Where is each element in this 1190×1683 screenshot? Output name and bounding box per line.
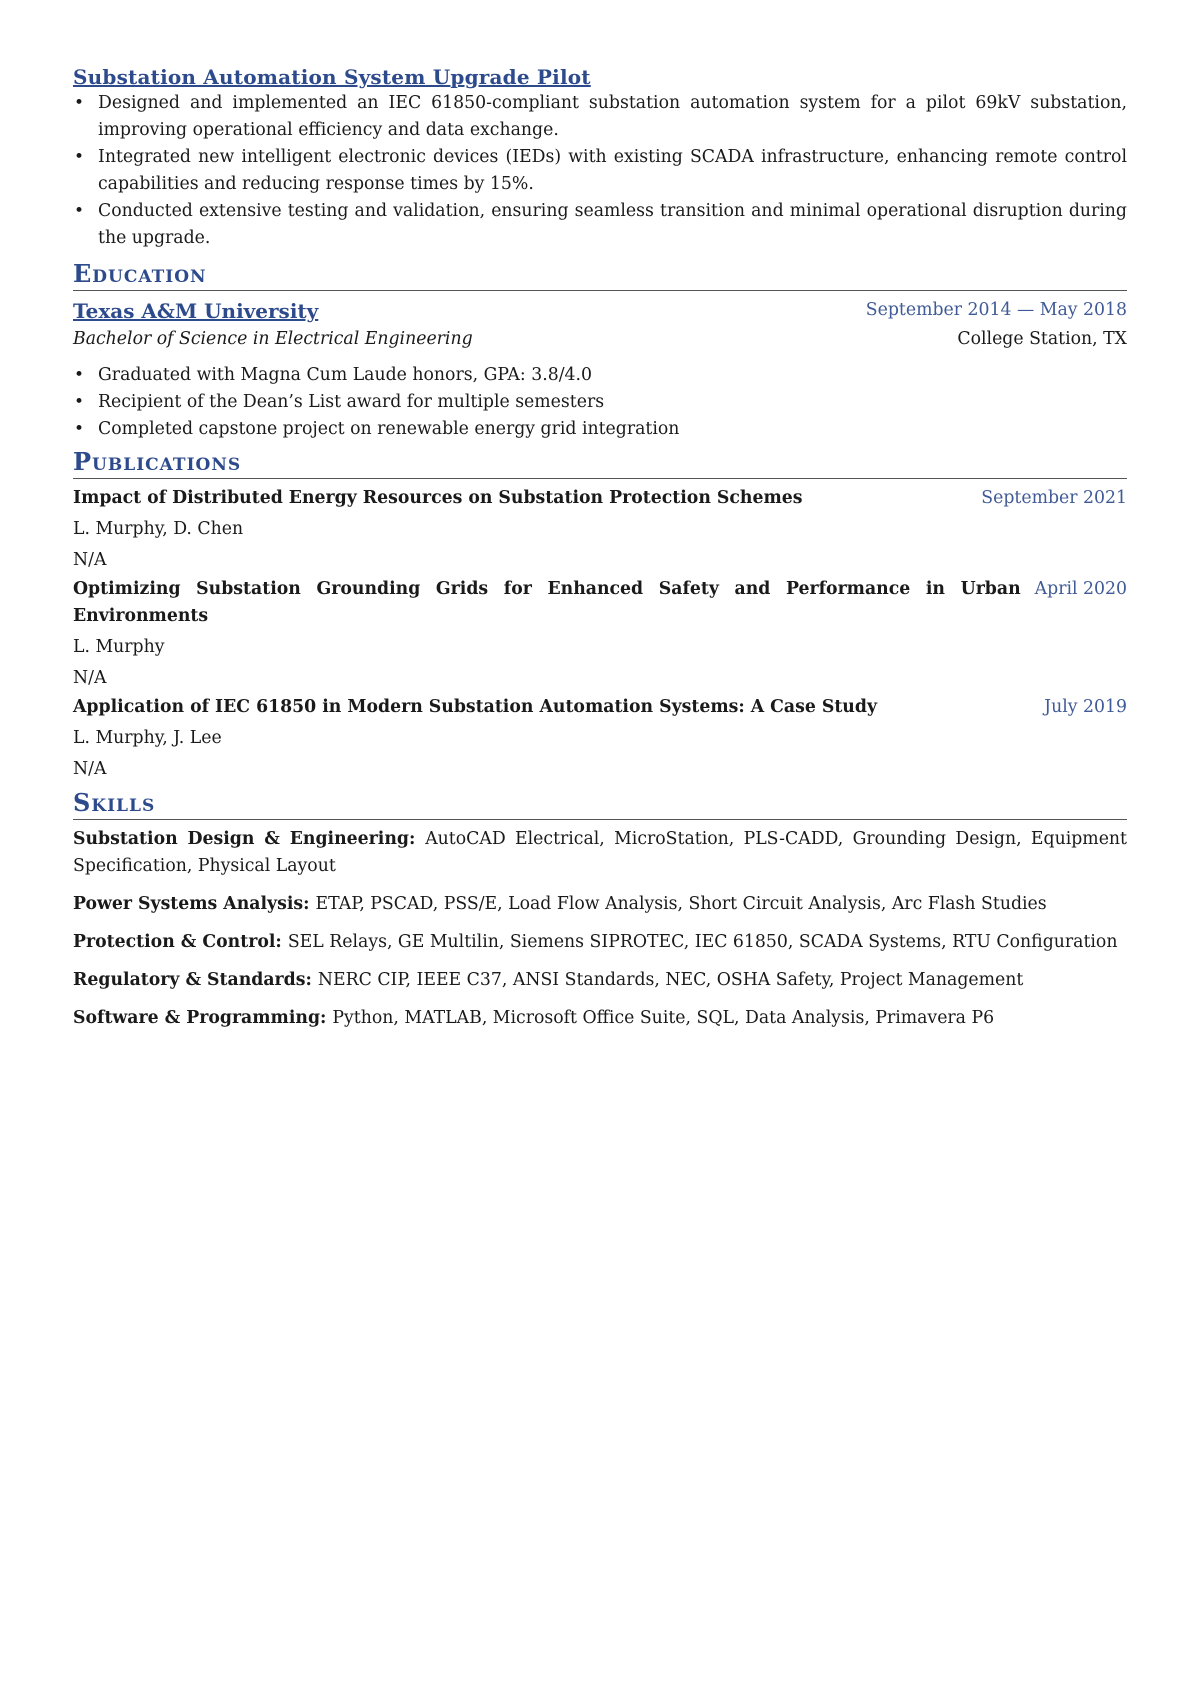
skill-label: Protection & Control:: [73, 932, 288, 952]
project-bullet: • Conducted extensive testing and validation, ensuring seamless transition and minimal operational disruption during the upgrade.: [98, 198, 1127, 252]
skill-label: Power Systems Analysis:: [73, 894, 316, 914]
publication-title: Optimizing Substation Grounding Grids for Enhanced Safety and Performance in Urban Environments: [73, 579, 1021, 626]
project-title-link[interactable]: Substation Automation System Upgrade Pilot: [73, 65, 591, 89]
publication-authors: L. Murphy, D. Chen: [73, 519, 244, 539]
skill-row: [73, 1005, 1127, 1032]
education-bullets: [73, 362, 1127, 443]
skills-section: [73, 789, 1127, 1032]
publication-date: July 2019: [1044, 697, 1127, 717]
publication-item: [73, 485, 1127, 574]
skill-label: Substation Design & Engineering:: [73, 829, 426, 849]
project-bullets: [73, 90, 1127, 252]
project-bullet: • Integrated new intelligent electronic devices (IEDs) with existing SCADA infrastructure, enhancing remote control capabilities and reducing response times by 15%.: [98, 144, 1127, 198]
publication-header-row: [73, 485, 1127, 512]
skill-value: SEL Relays, GE Multilin, Siemens SIPROTEC, IEC 61850, SCADA Systems, RTU Configuration: [287, 932, 1118, 952]
skill-value: NERC CIP, IEEE C37, ANSI Standards, NEC, OSHA Safety, Project Management: [317, 970, 1024, 990]
publication-authors: L. Murphy: [73, 637, 165, 657]
publication-item: [73, 576, 1127, 692]
education-section: [73, 260, 1127, 443]
education-heading: Education: [73, 260, 1127, 291]
education-detail-row: [73, 325, 1127, 354]
skill-label: Regulatory & Standards:: [73, 970, 318, 990]
skill-row: [73, 891, 1127, 918]
skill-value: AutoCAD Electrical, MicroStation, PLS-CADD, Grounding Design, Equipment Specification, Physical Layout: [73, 829, 1127, 876]
publication-header-row: [73, 576, 1127, 630]
skill-row: [73, 826, 1127, 880]
education-bullet: • Completed capstone project on renewable energy grid integration: [98, 416, 1127, 443]
publication-venue: N/A: [73, 759, 107, 779]
publication-title: Impact of Distributed Energy Resources on Substation Protection Schemes: [73, 488, 803, 508]
education-bullet: • Graduated with Magna Cum Laude honors, GPA: 3.8/4.0: [98, 362, 1127, 389]
publication-date: April 2020: [1034, 579, 1127, 599]
publications-heading: Publications: [73, 448, 1127, 479]
education-header-row: [73, 297, 1127, 325]
education-location: College Station, TX: [957, 329, 1127, 349]
skill-value: ETAP, PSCAD, PSS/E, Load Flow Analysis, Short Circuit Analysis, Arc Flash Studies: [315, 894, 1047, 914]
education-bullet: • Recipient of the Dean’s List award for multiple semesters: [98, 389, 1127, 416]
publication-authors: L. Murphy, J. Lee: [73, 728, 222, 748]
school-name-link[interactable]: Texas A&M University: [73, 299, 319, 323]
project-bullet: • Designed and implemented an IEC 61850-compliant substation automation system for a pilot 69kV substation, improving operational efficiency and data exchange.: [98, 90, 1127, 144]
degree: Bachelor of Science in Electrical Engineering: [73, 329, 473, 349]
publication-date: September 2021: [981, 488, 1127, 508]
skill-value: Python, MATLAB, Microsoft Office Suite, SQL, Data Analysis, Primavera P6: [332, 1008, 995, 1028]
skill-row: [73, 967, 1127, 994]
publication-title: Application of IEC 61850 in Modern Substation Automation Systems: A Case Study: [73, 697, 877, 717]
publications-section: [73, 448, 1127, 783]
publication-venue: N/A: [73, 668, 107, 688]
skills-heading: Skills: [73, 789, 1127, 820]
publication-venue: N/A: [73, 550, 107, 570]
publication-item: [73, 694, 1127, 783]
skill-label: Software & Programming:: [73, 1008, 333, 1028]
publication-header-row: [73, 694, 1127, 721]
skill-row: [73, 929, 1127, 956]
project-block: [73, 64, 1127, 252]
education-dates: September 2014 — May 2018: [865, 300, 1127, 320]
